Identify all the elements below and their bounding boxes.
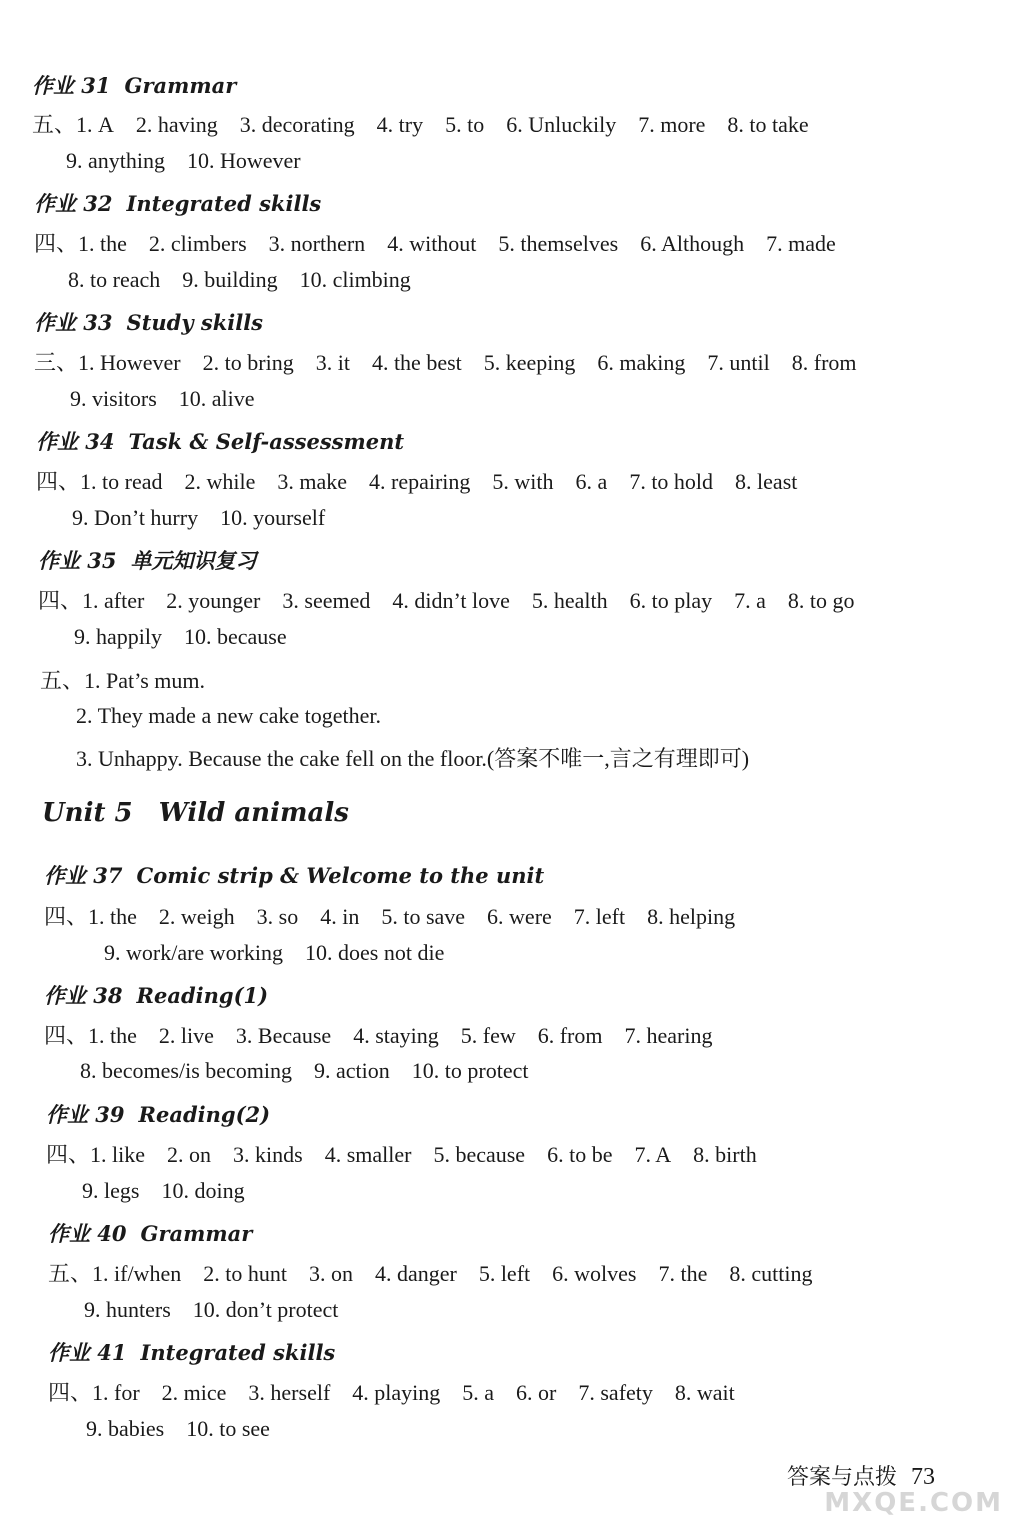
section-name: 单元知识复习 [130,548,257,573]
section-number: 作业 35 [38,548,117,573]
section-name: Task & Self-assessment [128,429,405,454]
answer-item: 6. to be [547,1142,613,1167]
answer-item: 四、1. like [46,1142,145,1167]
answer-item: 2. mice [161,1380,227,1405]
section-name: Study skills [126,310,264,335]
answer-line [32,108,831,139]
section-name: Grammar [124,73,237,98]
answer-item: 2. climbers [148,231,247,256]
section-number: 作业 40 [48,1221,127,1246]
answer-item: 2. live [158,1023,214,1048]
answer-item: 5. left [478,1261,531,1286]
answer-line [44,1019,734,1050]
answer-item: 10. to see [186,1416,270,1441]
answer-item: 7. the [658,1261,708,1286]
answer-item: 4. without [387,231,477,256]
answer-item: 4. the best [371,350,462,375]
answer-item: 五、1. A [32,112,114,137]
unit-heading [42,798,349,828]
answer-item: 四、1. the [44,1023,137,1048]
section-title [34,188,321,218]
answer-item: 9. work/are working [104,940,284,965]
section-title [48,1337,335,1367]
section-name: Grammar [140,1221,253,1246]
answer-item: 5. keeping [483,350,576,375]
answer-item: 6. a [575,469,608,494]
answer-item: 4. smaller [324,1142,412,1167]
answer-item: 5. because [433,1142,526,1167]
answer-item: 10. doing [161,1178,245,1203]
section-title [38,545,257,575]
answer-item: 4. staying [353,1023,439,1048]
answer-item: 8. birth [693,1142,757,1167]
answer-item: 3. northern [268,231,366,256]
answer-item: 9. action [314,1058,390,1083]
answer-item: 7. left [573,904,626,929]
answer-item: 5. themselves [498,231,619,256]
answer-item: 3. Unhappy. Because the cake fell on the floor.(答案不唯一,言之有理即可) [76,746,750,771]
answer-item: 4. didn’t love [392,588,510,613]
answer-item: 4. danger [374,1261,457,1286]
answer-item: 四、1. to read [36,469,163,494]
section-name: Comic strip & Welcome to the unit [136,863,545,888]
answer-item: 2. on [167,1142,211,1167]
answer-item: 10. does not die [305,940,445,965]
section-title [44,860,544,890]
answer-item: 四、1. after [38,588,145,613]
answer-item: 10. climbing [299,267,411,292]
answer-item: 三、1. However [34,350,181,375]
answer-item: 4. in [320,904,360,929]
answer-item: 5. to [445,112,485,137]
answer-line [76,742,771,773]
answer-item: 4. try [376,112,424,137]
section-name: Reading(2) [138,1102,271,1127]
answer-line [44,900,757,931]
page-number: 73 [911,1464,935,1490]
answer-item: 2. having [135,112,218,137]
section-number: 作业 39 [46,1102,125,1127]
answer-item: 9. building [182,267,278,292]
answer-item: 6. or [516,1380,557,1405]
answer-item: 5. few [460,1023,516,1048]
unit-title: Wild animals [158,798,349,828]
section-name: Integrated skills [126,191,322,216]
answer-item: 6. were [487,904,552,929]
answer-item: 3. make [277,469,348,494]
section-number: 作业 38 [44,983,123,1008]
section-number: 作业 32 [34,191,113,216]
answer-item: 5. a [462,1380,495,1405]
answer-line [72,505,347,531]
answer-item: 9. babies [86,1416,165,1441]
section-number: 作业 37 [44,863,123,888]
answer-item: 8. least [735,469,798,494]
answer-line [86,1416,292,1442]
answer-item: 6. wolves [552,1261,637,1286]
answer-item: 10. to protect [411,1058,529,1083]
answer-item: 9. happily [74,624,162,649]
answer-line [34,227,858,258]
answer-item: 8. to reach [68,267,161,292]
answer-item: 3. Because [235,1023,332,1048]
section-title [44,980,268,1010]
answer-item: 8. to take [727,112,809,137]
answer-item: 五、1. Pat’s mum. [40,668,206,693]
section-title [48,1218,252,1248]
answer-item: 3. seemed [282,588,371,613]
answer-item: 8. to go [787,588,855,613]
section-title [34,307,263,337]
footer-label: 答案与点拨 [786,1465,897,1490]
answer-line [74,624,309,650]
answer-item: 9. Don’t hurry [72,505,199,530]
answer-item: 6. Although [640,231,745,256]
answer-item: 9. anything [66,148,165,173]
answer-item: 3. it [315,350,350,375]
answer-line [46,1138,779,1169]
answer-item: 5. with [492,469,554,494]
answer-item: 3. herself [248,1380,331,1405]
answer-line [38,584,877,615]
answer-item: 7. hearing [624,1023,713,1048]
answer-item: 10. alive [178,386,255,411]
answer-item: 7. until [707,350,770,375]
answer-item: 6. from [537,1023,603,1048]
answer-item: 3. kinds [233,1142,303,1167]
answer-item: 10. yourself [220,505,326,530]
answer-line [76,703,403,729]
page-footer [787,1460,935,1491]
section-number: 作业 41 [48,1340,127,1365]
answer-line [36,465,819,496]
answer-item: 7. to hold [629,469,714,494]
unit-number: Unit 5 [42,798,133,828]
section-title [32,70,236,100]
section-name: Reading(1) [136,983,269,1008]
answer-line [48,1257,834,1288]
answer-item: 5. to save [381,904,466,929]
answer-item: 四、1. for [48,1380,140,1405]
answer-item: 7. A [634,1142,672,1167]
answer-item: 9. legs [82,1178,140,1203]
answer-item: 五、1. if/when [48,1261,182,1286]
answer-item: 四、1. the [34,231,127,256]
section-title [46,1099,270,1129]
answer-line [48,1376,757,1407]
answer-item: 4. repairing [369,469,471,494]
answer-item: 9. hunters [84,1297,171,1322]
answer-item: 6. making [597,350,686,375]
answer-line [70,386,277,412]
section-title [36,426,404,456]
answer-line [40,664,227,695]
answer-item: 6. to play [629,588,713,613]
section-number: 作业 31 [32,73,111,98]
answer-item: 7. a [734,588,766,613]
answer-item: 8. from [791,350,857,375]
answer-item: 2. to hunt [203,1261,287,1286]
answer-item: 7. made [766,231,836,256]
answer-item: 7. more [638,112,706,137]
answer-line [80,1058,550,1084]
answer-item: 2. to bring [202,350,294,375]
answer-line [66,148,323,174]
answer-item: 8. helping [647,904,736,929]
section-name: Integrated skills [140,1340,336,1365]
answer-line [68,267,433,293]
answer-item: 四、1. the [44,904,137,929]
answer-line [84,1297,360,1323]
answer-item: 10. because [184,624,287,649]
answer-line [34,346,879,377]
answer-item: 8. cutting [729,1261,813,1286]
answer-item: 7. safety [578,1380,653,1405]
answer-line [104,940,466,966]
answer-item: 2. They made a new cake together. [76,703,382,728]
answer-item: 4. playing [352,1380,441,1405]
answer-item: 8. becomes/is becoming [80,1058,293,1083]
section-number: 作业 34 [36,429,115,454]
answer-item: 8. wait [674,1380,735,1405]
answer-line [82,1178,267,1204]
watermark: MXQE.COM [824,1488,1003,1518]
answer-item: 5. health [531,588,608,613]
answer-item: 2. weigh [158,904,235,929]
answer-item: 10. don’t protect [192,1297,339,1322]
section-number: 作业 33 [34,310,113,335]
answer-item: 10. However [187,148,301,173]
answer-item: 3. so [256,904,299,929]
answer-item: 2. younger [166,588,261,613]
answer-item: 2. while [184,469,256,494]
answer-item: 3. on [308,1261,353,1286]
answer-item: 3. decorating [239,112,355,137]
answer-item: 9. visitors [70,386,157,411]
answer-item: 6. Unluckily [506,112,617,137]
